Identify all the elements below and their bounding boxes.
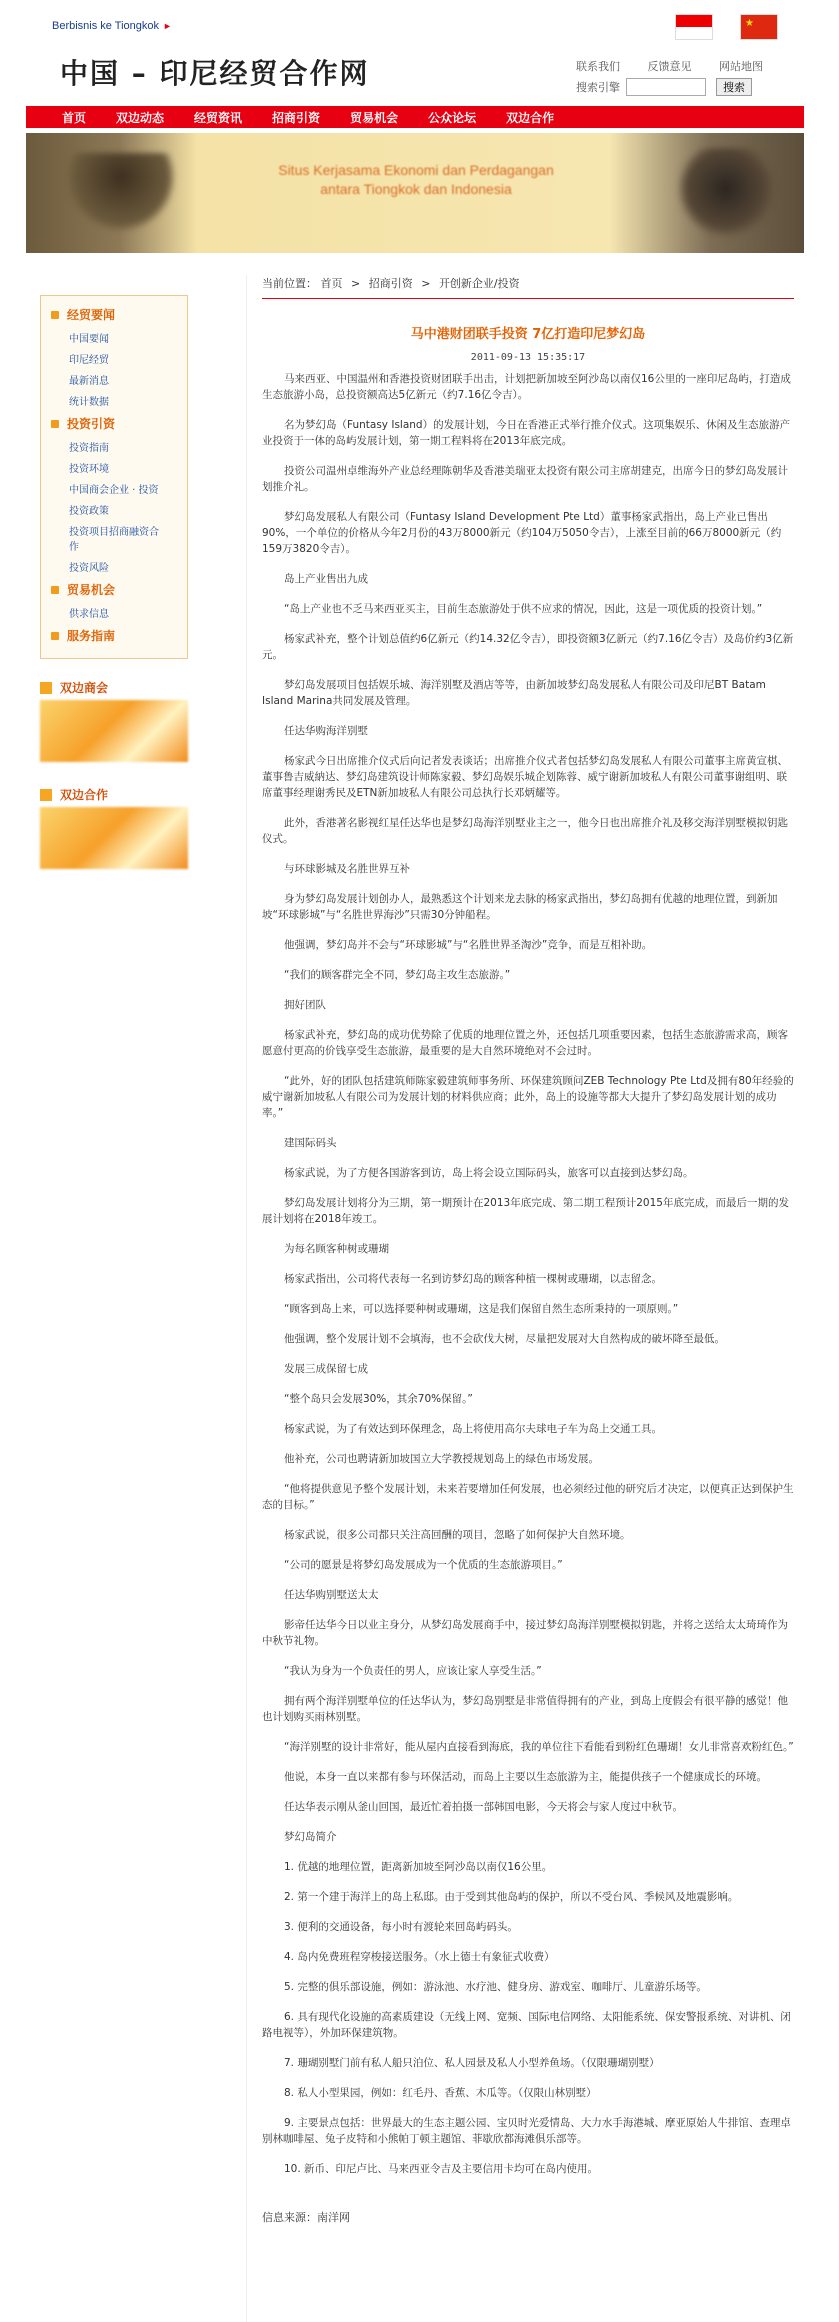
contact-link[interactable]: 联系我们 (576, 60, 620, 73)
article-paragraph: 拥有两个海洋别墅单位的任达华认为，梦幻岛别墅是非常值得拥有的产业，到岛上度假会有很平静的感觉！他也计划购买雨林别墅。 (262, 1695, 788, 1723)
nav-bilateral-news[interactable]: 双边动态 (116, 110, 165, 125)
nav-trade-opportunities[interactable]: 贸易机会 (350, 110, 399, 125)
sidebar-item[interactable]: 供求信息 (69, 609, 109, 620)
article-subheading: 发展三成保留七成 (284, 1363, 368, 1375)
breadcrumb-label: 当前位置： (262, 277, 317, 290)
article-source: 信息来源：南洋网 (262, 2211, 350, 2224)
sidebar-group-title[interactable]: 投资引资 (41, 411, 187, 436)
article-paragraph: 名为梦幻岛（Funtasy Island）的发展计划，今日在香港正式举行推介仪式。这项集娱乐、休闲及生态旅游产业投资于一体的岛屿发展计划，第一期工程料将在2013年底完成。 (262, 419, 791, 447)
nav-home[interactable]: 首页 (62, 110, 87, 125)
borobudur-image (66, 153, 176, 233)
article-paragraph: 杨家武指出，公司将代表每一名到访梦幻岛的顾客种植一棵树或珊瑚，以志留念。 (284, 1273, 662, 1285)
article-paragraph: 梦幻岛发展项目包括娱乐城、海洋别墅及酒店等等，由新加坡梦幻岛发展私人有限公司及印尼BT Batam Island Marina共同发展及管理。 (262, 679, 766, 707)
article-subheading: 任达华购海洋别墅 (284, 725, 368, 737)
article-paragraph: 10. 新币、印尼卢比、马来西亚令吉及主要信用卡均可在岛内使用。 (284, 2163, 599, 2175)
sidebar-item[interactable]: 中国商会企业 · 投资 (69, 485, 159, 496)
article-paragraph: “我认为身为一个负责任的男人，应该让家人享受生活。” (284, 1665, 542, 1677)
bullet-icon (51, 311, 59, 319)
article-paragraph: “他将提供意见予整个发展计划，未来若要增加任何发展，也必须经过他的研究后才决定，以便真正达到保护生态的目标。” (262, 1483, 794, 1511)
article-subheading: 为每名顾客种树或珊瑚 (284, 1243, 389, 1255)
nav-trade-info[interactable]: 经贸资讯 (194, 110, 243, 125)
main-content (262, 275, 794, 2225)
article-paragraph: 他强调，整个发展计划不会填海，也不会砍伐大树，尽量把发展对大自然构成的破坏降至最低。 (284, 1333, 725, 1345)
article-subheading: 拥好团队 (284, 999, 326, 1011)
article-title: 马中港财团联手投资 7亿打造印尼梦幻岛 (410, 327, 646, 342)
article-paragraph: 杨家武今日出席推介仪式后向记者发表谈话；出席推介仪式者包括梦幻岛发展私人有限公司董事主席黄宣棋、董事鲁吉威納达、梦幻岛建筑设计师陈家毅、梦幻岛娱乐城企划陈蓉、威宁谢新加坡私人有限公司董事谢组明、联席董事经理谢秀民及ETN新加坡私人有限公司总执行长邓炳耀等。 (262, 755, 788, 799)
bullet-icon (51, 420, 59, 428)
article-paragraph: 杨家武补充，整个计划总值约6亿新元（约14.32亿令吉），即投资额3亿新元（约7.16亿令吉）及岛价约3亿新元。 (262, 633, 794, 661)
article-paragraph: 杨家武说，为了方便各国游客到访，岛上将会设立国际码头，旅客可以直接到达梦幻岛。 (284, 1167, 694, 1179)
search-button[interactable]: 搜索 (716, 78, 752, 96)
article-paragraph: 任达华表示刚从釜山回国，最近忙着拍摄一部韩国电影，今天将会与家人度过中秋节。 (284, 1801, 683, 1813)
article-paragraph: 身为梦幻岛发展计划创办人，最熟悉这个计划来龙去脉的杨家武指出，梦幻岛拥有优越的地理位置，到新加坡“环球影城”与“名胜世界海沙”只需30分钟船程。 (262, 893, 778, 921)
sidebar-item[interactable]: 印尼经贸 (69, 355, 109, 366)
article-paragraph: 投资公司温州卓维海外产业总经理陈朝华及香港美瑞亚太投资有限公司主席胡建克，出席今日的梦幻岛发展计划推介礼。 (262, 465, 788, 493)
breadcrumb-separator: > (421, 277, 431, 290)
bullet-icon (51, 632, 59, 640)
article-paragraph: 他强调，梦幻岛并不会与“环球影城”与“名胜世界圣淘沙”竞争，而是互相补助。 (284, 939, 653, 951)
article-paragraph: 杨家武说，为了有效达到环保理念，岛上将使用高尔夫球电子车为岛上交通工具。 (284, 1423, 662, 1435)
article-paragraph: 杨家武说，很多公司都只关注高回酬的项目，忽略了如何保护大自然环境。 (284, 1529, 631, 1541)
article-paragraph: 梦幻岛发展计划将分为三期，第一期预计在2013年底完成、第二期工程预计2015年底完成，而最后一期的发展计划将在2018年竣工。 (262, 1197, 789, 1225)
article-paragraph: 5. 完整的俱乐部设施，例如：游泳池、水疗池、健身房、游戏室、咖啡厅、儿童游乐场等。 (284, 1981, 707, 1993)
article-paragraph: “我们的顾客群完全不同，梦幻岛主攻生态旅游。” (284, 969, 511, 981)
search-label: 搜索引擎 (576, 81, 620, 94)
column-divider (246, 275, 247, 2322)
article-paragraph: 此外，香港著名影视红星任达华也是梦幻岛海洋别墅业主之一，他今日也出席推介礼及移交海洋别墅模拟钥匙仪式。 (262, 817, 788, 845)
article-paragraph: 6. 具有现代化设施的高素质建设（无线上网、宽频、国际电信网络、太阳能系统、保安警报系统、对讲机、闭路电视等），外加环保建筑物。 (262, 2011, 791, 2039)
promo-title[interactable]: 双边商会 (40, 675, 188, 700)
sitemap-link[interactable]: 网站地图 (719, 60, 763, 73)
square-icon (40, 682, 52, 694)
article-paragraph: “整个岛只会发展30%，其余70%保留。” (284, 1393, 473, 1405)
article-paragraph: 杨家武补充，梦幻岛的成功优势除了优质的地理位置之外，还包括几项重要因素，包括生态旅游需求高，顾客愿意付更高的价钱享受生态旅游，最重要的是大自然环境绝对不会过时。 (262, 1029, 788, 1057)
sidebar-item[interactable]: 投资风险 (69, 563, 109, 574)
sidebar (40, 295, 188, 889)
article-subheading: 与环球影城及名胜世界互补 (284, 863, 410, 875)
article-subheading: 建国际码头 (284, 1137, 337, 1149)
article-paragraph: 2. 第一个建于海洋上的岛上私邸。由于受到其他岛屿的保护，所以不受台风、季候风及地震影响。 (284, 1891, 739, 1903)
square-icon (40, 789, 52, 801)
article-paragraph: “岛上产业也不乏马来西亚买主，目前生态旅游处于供不应求的情况，因此，这是一项优质的投资计划。” (284, 603, 763, 615)
article-subheading: 任达华购别墅送太太 (284, 1589, 379, 1601)
article-date: 2011-09-13 15:35:17 (470, 352, 586, 363)
temple-of-heaven-image (676, 148, 776, 238)
article-paragraph: 1. 优越的地理位置，距离新加坡至阿沙岛以南仅16公里。 (284, 1861, 553, 1873)
breadcrumb-home[interactable]: 首页 (320, 277, 343, 290)
main-nav (26, 106, 804, 128)
sidebar-item[interactable]: 投资环境 (69, 464, 109, 475)
flag-star: ★ (745, 18, 754, 29)
article-paragraph: 3. 便利的交通设备，每小时有渡轮来回岛屿码头。 (284, 1921, 518, 1933)
sidebar-menu (40, 295, 188, 659)
article-paragraph: 马来西亚、中国温州和香港投资财团联手出击，计划把新加坡至阿沙岛以南仅16公里的一座印尼岛屿，打造成生态旅游小岛，总投资额高达5亿新元（约7.16亿令吉）。 (262, 373, 791, 401)
breadcrumb-investment[interactable]: 招商引资 (368, 277, 413, 290)
breadcrumb-current[interactable]: 开创新企业/投资 (438, 277, 520, 290)
bullet-icon (51, 586, 59, 594)
breadcrumb-separator: > (351, 277, 361, 290)
top-bar (0, 0, 839, 48)
promo-image[interactable] (40, 700, 188, 762)
sidebar-item[interactable]: 统计数据 (69, 397, 109, 408)
article-paragraph: 他说，本身一直以来都有参与环保活动，而岛上主要以生态旅游为主，能提供孩子一个健康成长的环境。 (284, 1771, 767, 1783)
indonesia-flag-icon[interactable] (675, 14, 713, 40)
article-paragraph: 他补充，公司也聘请新加坡国立大学教授规划岛上的绿色市场发展。 (284, 1453, 599, 1465)
sidebar-item[interactable]: 投资项目招商融资合作 (69, 527, 159, 553)
sidebar-group-title[interactable]: 服务指南 (41, 623, 187, 648)
nav-forum[interactable]: 公众论坛 (428, 110, 477, 125)
sidebar-item[interactable]: 最新消息 (69, 376, 109, 387)
site-title: 中国 – 印尼经贸合作网 (60, 57, 370, 90)
article-paragraph: “此外，好的团队包括建筑师陈家毅建筑师事务所、环保建筑顾问ZEB Technology Pte Ltd及拥有80年经验的威宁谢新加坡私人有限公司为发展计划的材料供应商；此外，岛上的设施等都大大提升了梦幻岛发展计划的成功率。” (262, 1075, 794, 1119)
arrow-icon: ► (163, 21, 172, 31)
search-row (576, 78, 752, 96)
banner (26, 133, 804, 253)
banner-text: Situs Kerjasama Ekonomi dan Perdagangan antara Tiongkok dan Indonesia (278, 162, 554, 197)
nav-cooperation[interactable]: 双边合作 (506, 110, 555, 125)
article-subheading: 梦幻岛简介 (284, 1831, 337, 1843)
china-flag-icon[interactable] (740, 14, 778, 40)
feedback-link[interactable]: 反馈意见 (647, 60, 692, 73)
top-links (576, 58, 787, 74)
promo-title[interactable]: 双边合作 (40, 782, 188, 807)
article-paragraph: 9. 主要景点包括：世界最大的生态主题公园、宝贝时光爱情岛、大力水手海港城、摩亚原始人牛排馆、查理卓别林咖啡屋、兔子皮特和小熊帕丁顿主题馆、菲歇欣都海滩俱乐部等。 (262, 2117, 791, 2145)
article-body (262, 371, 794, 2177)
sidebar-item[interactable]: 投资政策 (69, 506, 109, 517)
sidebar-group-title[interactable]: 经贸要闻 (41, 302, 187, 327)
article-paragraph: 4. 岛内免费班程穿梭接送服务。（水上德士有象征式收费） (284, 1951, 555, 1963)
article-paragraph: 梦幻岛发展私人有限公司（Funtasy Island Development Pte Ltd）董事杨家武指出，岛上产业已售出90%，一个单位的价格从今年2月份的43万8000新元（约104万5050令吉），上涨至目前的66万8000新元（约159万3820令吉）。 (262, 511, 782, 555)
search-input[interactable] (626, 78, 706, 96)
article-paragraph: “公司的愿景是将梦幻岛发展成为一个优质的生态旅游项目。” (284, 1559, 563, 1571)
article-paragraph: 7. 珊瑚别墅门前有私人船只泊位、私人园景及私人小型养鱼场。（仅限珊瑚别墅） (284, 2057, 660, 2069)
article-subheading: 岛上产业售出九成 (284, 573, 368, 585)
promo-image[interactable] (40, 807, 188, 869)
breadcrumb (262, 275, 794, 299)
sidebar-item[interactable]: 中国要闻 (69, 334, 109, 345)
article-paragraph: 影帝任达华今日以业主身分，从梦幻岛发展商手中，接过梦幻岛海洋别墅模拟钥匙，并将之送给太太琦琦作为中秋节礼物。 (262, 1619, 788, 1647)
sidebar-group-title[interactable]: 贸易机会 (41, 577, 187, 602)
article-paragraph: “顾客到岛上来，可以选择要种树或珊瑚，这是我们保留自然生态所秉持的一项原则。” (284, 1303, 679, 1315)
language-link[interactable]: Berbisnis ke Tiongkok ► (52, 20, 172, 32)
article-paragraph: 8. 私人小型果园，例如：红毛丹、香蕉、木瓜等。（仅限山林别墅） (284, 2087, 597, 2099)
article-paragraph: “海洋别墅的设计非常好，能从屋内直接看到海底，我的单位往下看能看到粉红色珊瑚！女儿非常喜欢粉红色。” (284, 1741, 794, 1753)
sidebar-item[interactable]: 投资指南 (69, 443, 109, 454)
nav-investment[interactable]: 招商引资 (272, 110, 321, 125)
